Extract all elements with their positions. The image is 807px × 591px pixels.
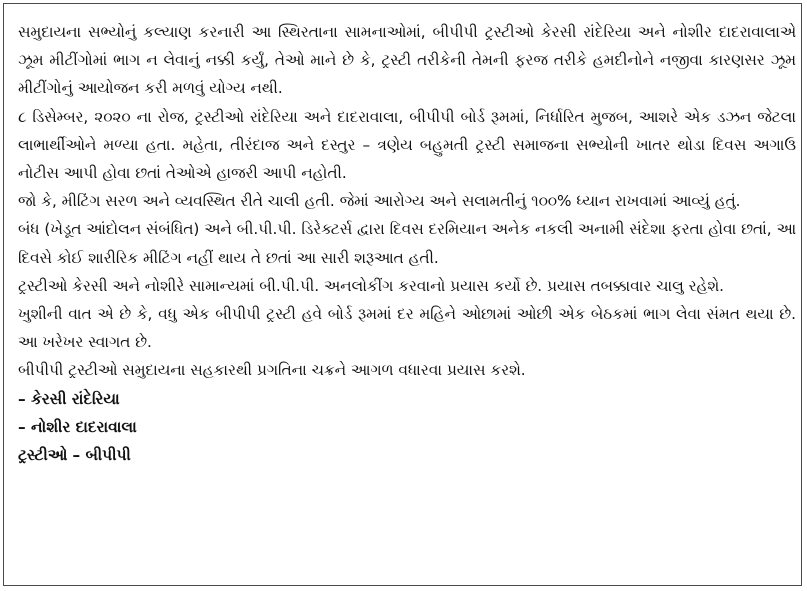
paragraph-good-news: ખુશીની વાત એ છે કે, વધુ એક બીપીપી ટ્રસ્ટી હવે બોર્ડ રૂમમાં દર મહિને ઓછામાં ઓછી એક બેઠકમાં ભાગ લેવા સંમત થયા છે. આ ખરેખર સ્વાગત છે. — [18, 305, 796, 352]
paragraph-intro: સમુદાયના સભ્યોનું કલ્યાણ કરનારી આ સ્થિરતાના સામનાઓમાં, બીપીપી ટ્રસ્ટીઓ કેરસી રાંદેરિયા અને નોશીર દાદરાવાલાએ ઝૂમ મીટીંગોમાં ભાગ ન લેવાનું નક્કી કર્યું, તેઓ માને છે કે, ટ્રસ્ટી તરીકેની તેમની ફરજ તરીકે હમદીનોને નજીવા કારણસર ઝૂમ મીટીંગોનું આયોજન કરી મળવું યોગ્ય નથી. — [18, 23, 796, 98]
paragraph-meeting-date: ૮ ડિસેમ્બર, ૨૦૨૦ ના રોજ, ટ્રસ્ટીઓ રાંદેરિયા અને દાદરાવાલા, બીપીપી બોર્ડ રૂમમાં, નિર્ધારિત મુજબ, આશરે એક ડઝન જેટલા લાભાર્થીઓને મળ્યા હતા. મહેતા, તીરંદાજ અને દસ્તુર – ત્રણેય બહુમતી ટ્રસ્ટી સમાજના સભ્યોની ખાતર થોડા દિવસ અગાઉ નોટીસ આપી હોવા છતાં તેઓએ હાજરી આપી નહોતી. — [18, 107, 796, 183]
signature-trustees: ટ્રસ્ટીઓ – બીપીપી — [18, 446, 131, 465]
paragraph-unlocking: ટ્રસ્ટીઓ કેરસી અને નોશીરે સામાન્યમાં બી.પી.પી. અનલોકીંગ કરવાનો પ્રયાસ કર્યો છે. પ્રયાસ તબક્કાવાર ચાલુ રહેશે. — [18, 276, 725, 295]
paragraph-closing: બીપીપી ટ્રસ્ટીઓ સમુદાયના સહકારથી પ્રગતિના ચક્રને આગળ વધારવા પ્રયાસ કરશે. — [18, 361, 526, 380]
article-text — [18, 18, 796, 469]
article-box — [3, 3, 802, 586]
signature-kersi: – કેરસી રાંદેરિયા — [18, 389, 120, 408]
paragraph-bandh: બંધ (ખેડૂત આંદોલન સંબંધિત) અને બી.પી.પી. ડિરેક્ટર્સ દ્વારા દિવસ દરમિયાન અનેક નકલી અનામી સંદેશા ફરતા હોવા છતાં, આ દિવસે કોઈ શારીરિક મીટિંગ નહીં થાય તે છતાં આ સારી શરૂઆત હતી. — [18, 220, 796, 267]
signature-noshir: – નોશીર દાદરાવાલા — [18, 417, 137, 436]
paragraph-meeting-conduct: જો કે, મીટિંગ સરળ અને વ્યવસ્થિત રીતે ચાલી હતી. જેમાં આરોગ્ય અને સલામતીનું ૧૦૦% ધ્યાન રાખવામાં આવ્યું હતું. — [18, 192, 741, 211]
